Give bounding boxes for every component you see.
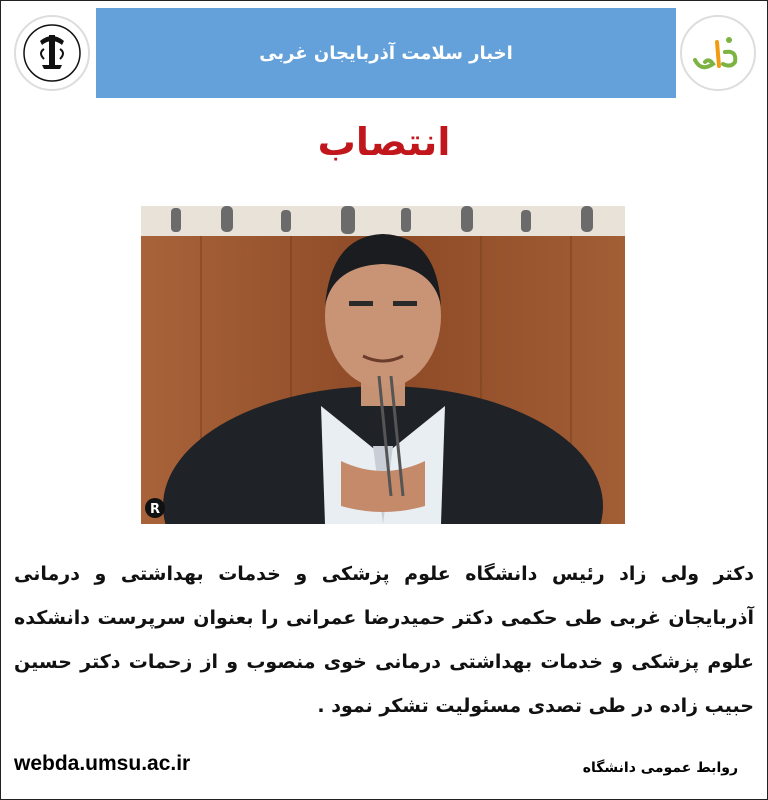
photo-watermark: R: [149, 502, 161, 517]
portrait-image: [141, 206, 625, 524]
header-title: اخبار سلامت آذربایجان غربی: [259, 42, 513, 64]
headline: انتصاب: [317, 120, 451, 164]
webda-logo: [676, 8, 760, 98]
news-photo: [141, 206, 625, 524]
department-label: روابط عمومی دانشگاه: [582, 760, 738, 776]
website-link[interactable]: webda.umsu.ac.ir: [14, 752, 191, 775]
webda-logo-icon: [680, 15, 756, 91]
university-seal-icon: [14, 15, 90, 91]
header-band: [96, 8, 676, 98]
news-body: دکتر ولی زاد رئیس دانشگاه علوم پزشکی و خدمات بهداشتی و درمانی آذربایجان غربی طی حکمی دکتر حمیدرضا عمرانی را بعنوان سرپرست دانشکده علوم پزشکی و خدمات بهداشتی درمانی خوی منصوب و از زحمات دکتر حسین حبیب زاده در طی تصدی مسئولیت تشکر نمود .: [14, 563, 754, 717]
university-logo: [8, 8, 96, 98]
